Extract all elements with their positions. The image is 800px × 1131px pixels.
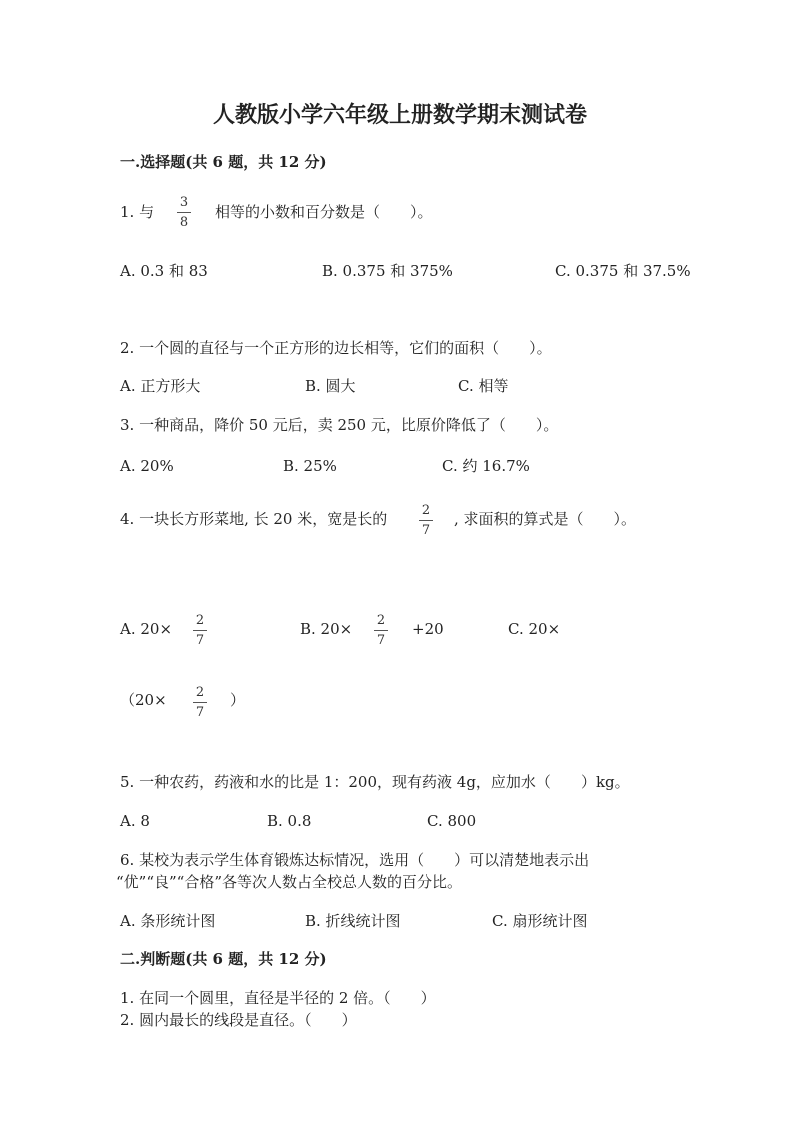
q2-option-c: C. 相等 <box>458 377 509 395</box>
fraction-bar <box>177 212 191 213</box>
question-3: 3. 一种商品，降价 50 元后，卖 250 元，比原价降低了（ ）。 <box>120 416 559 434</box>
fraction-numerator: 2 <box>195 613 205 628</box>
fraction-bar <box>193 630 207 631</box>
fraction-denominator: 8 <box>179 215 189 230</box>
fraction-2-7 <box>418 503 434 538</box>
fraction-2-7 <box>192 685 208 720</box>
fraction-numerator: 2 <box>421 503 431 518</box>
fraction-3-8 <box>176 195 192 230</box>
fraction-2-7 <box>373 613 389 648</box>
q5-option-c: C. 800 <box>427 812 477 830</box>
q6-option-b: B. 折线统计图 <box>305 912 401 930</box>
fraction-denominator: 7 <box>195 633 205 648</box>
fraction-denominator: 7 <box>376 633 386 648</box>
fraction-denominator: 7 <box>195 705 205 720</box>
question-1-suffix: 相等的小数和百分数是（ ）。 <box>215 203 433 221</box>
q4-option-c-continued: （20× <box>120 691 167 709</box>
q3-option-b: B. 25% <box>283 457 337 475</box>
question-2: 2. 一个圆的直径与一个正方形的边长相等，它们的面积（ ）。 <box>120 339 552 357</box>
judge-question-2: 2. 圆内最长的线段是直径。（ ） <box>120 1011 357 1029</box>
q2-option-b: B. 圆大 <box>305 377 356 395</box>
question-1-prefix: 1. 与 <box>120 203 155 221</box>
q4-option-a: A. 20× <box>120 620 173 638</box>
question-4-suffix: , 求面积的算式是（ ）。 <box>454 510 637 528</box>
fraction-numerator: 2 <box>195 685 205 700</box>
q4-option-c: C. 20× <box>508 620 561 638</box>
q3-option-a: A. 20% <box>120 457 174 475</box>
question-6-line-1: 6. 某校为表示学生体育锻炼达标情况，选用（ ）可以清楚地表示出 <box>120 851 590 869</box>
q4-option-b-tail: +20 <box>412 620 444 638</box>
q3-option-c: C. 约 16.7% <box>442 457 530 475</box>
q5-option-b: B. 0.8 <box>267 812 312 830</box>
fraction-bar <box>193 702 207 703</box>
fraction-bar <box>374 630 388 631</box>
q1-option-b: B. 0.375 和 375% <box>322 262 453 280</box>
fraction-numerator: 2 <box>376 613 386 628</box>
page-title: 人教版小学六年级上册数学期末测试卷 <box>212 102 587 128</box>
fraction-denominator: 7 <box>421 523 431 538</box>
q5-option-a: A. 8 <box>120 812 150 830</box>
question-6-line-2: “优”“良”“合格”各等次人数占全校总人数的百分比。 <box>116 873 463 891</box>
judge-question-1: 1. 在同一个圆里，直径是半径的 2 倍。（ ） <box>120 989 436 1007</box>
section-heading-choice: 一.选择题(共 6 题，共 12 分) <box>120 153 327 171</box>
fraction-numerator: 3 <box>179 195 189 210</box>
q1-option-a: A. 0.3 和 83 <box>120 262 208 280</box>
question-4-prefix: 4. 一块长方形菜地, 长 20 米，宽是长的 <box>120 510 388 528</box>
q1-option-c: C. 0.375 和 37.5% <box>555 262 691 280</box>
q4-option-b: B. 20× <box>300 620 353 638</box>
fraction-2-7 <box>192 613 208 648</box>
question-5: 5. 一种农药，药液和水的比是 1：200，现有药液 4g，应加水（ ）kg。 <box>120 773 630 791</box>
q4-option-c-close: ） <box>230 691 246 709</box>
fraction-bar <box>419 520 433 521</box>
q2-option-a: A. 正方形大 <box>120 377 201 395</box>
q6-option-a: A. 条形统计图 <box>120 912 216 930</box>
q6-option-c: C. 扇形统计图 <box>492 912 588 930</box>
section-heading-judge: 二.判断题(共 6 题，共 12 分) <box>120 950 327 968</box>
